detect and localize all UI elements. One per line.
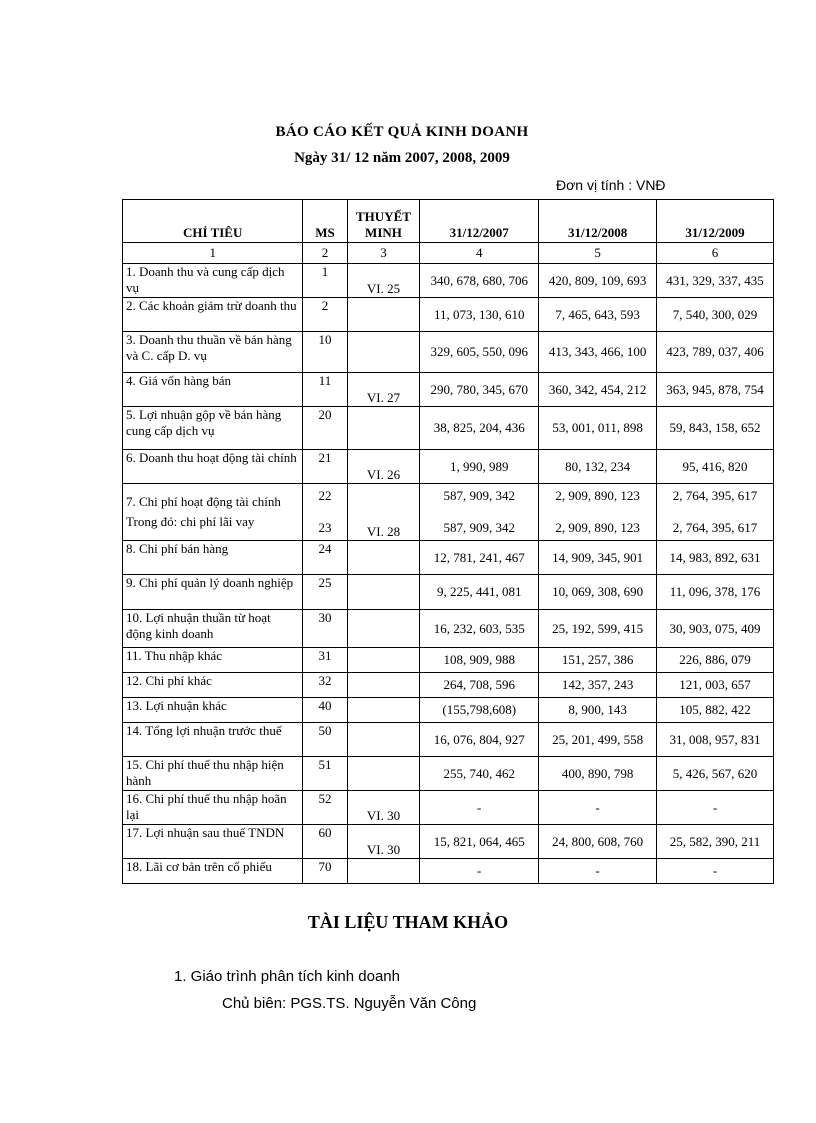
- row-label: [123, 484, 303, 541]
- reference-item: 1. Giáo trình phân tích kinh doanh: [174, 968, 400, 985]
- value-2007: 264, 708, 596: [420, 673, 539, 698]
- table-row: [123, 610, 774, 648]
- table-row: [123, 298, 774, 332]
- table-row: [123, 373, 774, 407]
- value-2007: -: [420, 859, 539, 884]
- row-ms: 20: [303, 407, 347, 450]
- value-2007: 290, 780, 345, 670: [420, 373, 539, 407]
- table-row: [123, 332, 774, 373]
- reference-editor: Chủ biên: PGS.TS. Nguyễn Văn Công: [222, 995, 477, 1012]
- value-2007: 329, 605, 550, 096: [420, 332, 539, 373]
- report-subtitle: Ngày 31/ 12 năm 2007, 2008, 2009: [294, 150, 510, 166]
- table-row: [123, 757, 774, 791]
- value-2007: -: [420, 791, 539, 825]
- value-2009: 5, 426, 567, 620: [657, 757, 774, 791]
- column-number: 1: [123, 243, 303, 264]
- value-2008: 151, 257, 386: [539, 648, 657, 673]
- row-label: 12. Chi phí khác: [123, 673, 303, 698]
- value-2007: 16, 076, 804, 927: [420, 723, 539, 757]
- value-2008: 10, 069, 308, 690: [539, 575, 657, 610]
- row-label-sub: Trong đó: chi phí lãi vay: [126, 514, 255, 529]
- value-2007-sub: 587, 909, 342: [443, 520, 515, 535]
- row-note: [347, 723, 420, 757]
- value-2009: 14, 983, 892, 631: [657, 541, 774, 575]
- header-2007: 31/12/2007: [420, 200, 539, 243]
- row-label: 11. Thu nhập khác: [123, 648, 303, 673]
- row-ms: 21: [303, 450, 347, 484]
- row-ms: 25: [303, 575, 347, 610]
- value-2009-main: 2, 764, 395, 617: [672, 488, 758, 503]
- value-2009: 30, 903, 075, 409: [657, 610, 774, 648]
- table-row: [123, 450, 774, 484]
- value-2008: 25, 192, 599, 415: [539, 610, 657, 648]
- table-row: [123, 484, 774, 541]
- value-2009: 11, 096, 378, 176: [657, 575, 774, 610]
- value-2007: 38, 825, 204, 436: [420, 407, 539, 450]
- value-2008: 142, 357, 243: [539, 673, 657, 698]
- value-2007: 1, 990, 989: [420, 450, 539, 484]
- row-note: [347, 648, 420, 673]
- row-note: VI. 28: [347, 484, 420, 541]
- row-label-main: 7. Chi phí hoạt động tài chính: [126, 494, 281, 509]
- value-2009: 121, 003, 657: [657, 673, 774, 698]
- value-2007: 11, 073, 130, 610: [420, 298, 539, 332]
- row-ms: 1: [303, 264, 347, 298]
- value-2009: 226, 886, 079: [657, 648, 774, 673]
- row-ms: 40: [303, 698, 347, 723]
- row-ms-main: 22: [318, 488, 332, 503]
- row-note: [347, 610, 420, 648]
- row-ms: 24: [303, 541, 347, 575]
- value-2007: 108, 909, 988: [420, 648, 539, 673]
- header-ms: MS: [303, 200, 347, 243]
- row-ms: 51: [303, 757, 347, 791]
- table-row: [123, 673, 774, 698]
- row-note: [347, 298, 420, 332]
- value-2009: [657, 484, 774, 541]
- table-row: [123, 648, 774, 673]
- value-2007: 9, 225, 441, 081: [420, 575, 539, 610]
- currency-unit: Đơn vị tính : VNĐ: [556, 177, 666, 193]
- table-row: [123, 264, 774, 298]
- value-2008: 360, 342, 454, 212: [539, 373, 657, 407]
- row-ms: 32: [303, 673, 347, 698]
- row-label: 9. Chi phí quản lý doanh nghiệp: [123, 575, 303, 610]
- header-2009: 31/12/2009: [657, 200, 774, 243]
- value-2008: 400, 890, 798: [539, 757, 657, 791]
- table-row: [123, 825, 774, 859]
- value-2008: 53, 001, 011, 898: [539, 407, 657, 450]
- row-note: [347, 757, 420, 791]
- value-2009: 105, 882, 422: [657, 698, 774, 723]
- value-2007: [420, 484, 539, 541]
- table-row: [123, 407, 774, 450]
- row-note: VI. 30: [347, 791, 420, 825]
- table-row: [123, 541, 774, 575]
- row-label: 17. Lợi nhuận sau thuế TNDN: [123, 825, 303, 859]
- header-note: THUYẾT MINH: [347, 200, 420, 243]
- row-note: VI. 25: [347, 264, 420, 298]
- value-2008: 413, 343, 466, 100: [539, 332, 657, 373]
- report-title: BÁO CÁO KẾT QUẢ KINH DOANH: [275, 124, 529, 140]
- value-2009: -: [657, 859, 774, 884]
- value-2009: 25, 582, 390, 211: [657, 825, 774, 859]
- value-2007: 15, 821, 064, 465: [420, 825, 539, 859]
- value-2007: 16, 232, 603, 535: [420, 610, 539, 648]
- value-2007: (155,798,608): [420, 698, 539, 723]
- value-2008: [539, 484, 657, 541]
- value-2009: 423, 789, 037, 406: [657, 332, 774, 373]
- value-2008-sub: 2, 909, 890, 123: [555, 520, 640, 535]
- income-statement-table: [122, 199, 774, 884]
- value-2008: 14, 909, 345, 901: [539, 541, 657, 575]
- table-row: [123, 575, 774, 610]
- table-row: [123, 791, 774, 825]
- row-label: 14. Tổng lợi nhuận trước thuế: [123, 723, 303, 757]
- column-number: 2: [303, 243, 347, 264]
- row-ms: 2: [303, 298, 347, 332]
- row-ms: 70: [303, 859, 347, 884]
- row-label: 4. Giá vốn hàng bán: [123, 373, 303, 407]
- value-2008: 7, 465, 643, 593: [539, 298, 657, 332]
- column-number: 3: [347, 243, 420, 264]
- value-2009: 59, 843, 158, 652: [657, 407, 774, 450]
- row-ms: 10: [303, 332, 347, 373]
- table-row: [123, 723, 774, 757]
- row-ms: 52: [303, 791, 347, 825]
- header-indicator: CHỈ TIÊU: [123, 200, 303, 243]
- row-label: 2. Các khoản giảm trừ doanh thu: [123, 298, 303, 332]
- value-2007: 255, 740, 462: [420, 757, 539, 791]
- row-ms: 31: [303, 648, 347, 673]
- table-row: [123, 698, 774, 723]
- row-note: [347, 541, 420, 575]
- column-number: 6: [657, 243, 774, 264]
- row-label: 5. Lợi nhuận gộp về bán hàng cung cấp dịch vụ: [123, 407, 303, 450]
- value-2007: 340, 678, 680, 706: [420, 264, 539, 298]
- row-label: 18. Lãi cơ bản trên cổ phiếu: [123, 859, 303, 884]
- value-2007: 12, 781, 241, 467: [420, 541, 539, 575]
- row-ms: 11: [303, 373, 347, 407]
- value-2008-main: 2, 909, 890, 123: [555, 488, 640, 503]
- value-2008: -: [539, 791, 657, 825]
- value-2009: 31, 008, 957, 831: [657, 723, 774, 757]
- value-2009: -: [657, 791, 774, 825]
- row-note: VI. 26: [347, 450, 420, 484]
- row-note: VI. 30: [347, 825, 420, 859]
- row-note: [347, 859, 420, 884]
- row-label: 8. Chi phí bán hàng: [123, 541, 303, 575]
- header-2008: 31/12/2008: [539, 200, 657, 243]
- row-note: VI. 27: [347, 373, 420, 407]
- value-2009-sub: 2, 764, 395, 617: [672, 520, 758, 535]
- value-2007-main: 587, 909, 342: [443, 488, 515, 503]
- value-2008: -: [539, 859, 657, 884]
- column-number-row: [123, 243, 774, 264]
- value-2008: 8, 900, 143: [539, 698, 657, 723]
- table-row: [123, 859, 774, 884]
- row-ms: 30: [303, 610, 347, 648]
- value-2009: 95, 416, 820: [657, 450, 774, 484]
- value-2008: 80, 132, 234: [539, 450, 657, 484]
- value-2008: 24, 800, 608, 760: [539, 825, 657, 859]
- row-ms: [303, 484, 347, 541]
- row-note: [347, 407, 420, 450]
- value-2008: 25, 201, 499, 558: [539, 723, 657, 757]
- references-heading: TÀI LIỆU THAM KHẢO: [307, 912, 509, 932]
- row-ms: 50: [303, 723, 347, 757]
- row-ms: 60: [303, 825, 347, 859]
- row-label: 16. Chi phí thuế thu nhập hoãn lại: [123, 791, 303, 825]
- row-note: [347, 698, 420, 723]
- value-2009: 431, 329, 337, 435: [657, 264, 774, 298]
- value-2009: 7, 540, 300, 029: [657, 298, 774, 332]
- row-note: [347, 332, 420, 373]
- value-2008: 420, 809, 109, 693: [539, 264, 657, 298]
- row-label: 10. Lợi nhuận thuần từ hoạt động kinh doanh: [123, 610, 303, 648]
- row-label: 1. Doanh thu và cung cấp dịch vụ: [123, 264, 303, 298]
- table-header-row: [123, 200, 774, 243]
- value-2009: 363, 945, 878, 754: [657, 373, 774, 407]
- row-label: 13. Lợi nhuận khác: [123, 698, 303, 723]
- row-ms-sub: 23: [318, 520, 332, 535]
- column-number: 5: [539, 243, 657, 264]
- row-label: 15. Chi phí thuế thu nhập hiện hành: [123, 757, 303, 791]
- row-note: [347, 673, 420, 698]
- row-label: 3. Doanh thu thuần về bán hàng và C. cấp D. vụ: [123, 332, 303, 373]
- row-label: 6. Doanh thu hoạt động tài chính: [123, 450, 303, 484]
- row-note: [347, 575, 420, 610]
- column-number: 4: [420, 243, 539, 264]
